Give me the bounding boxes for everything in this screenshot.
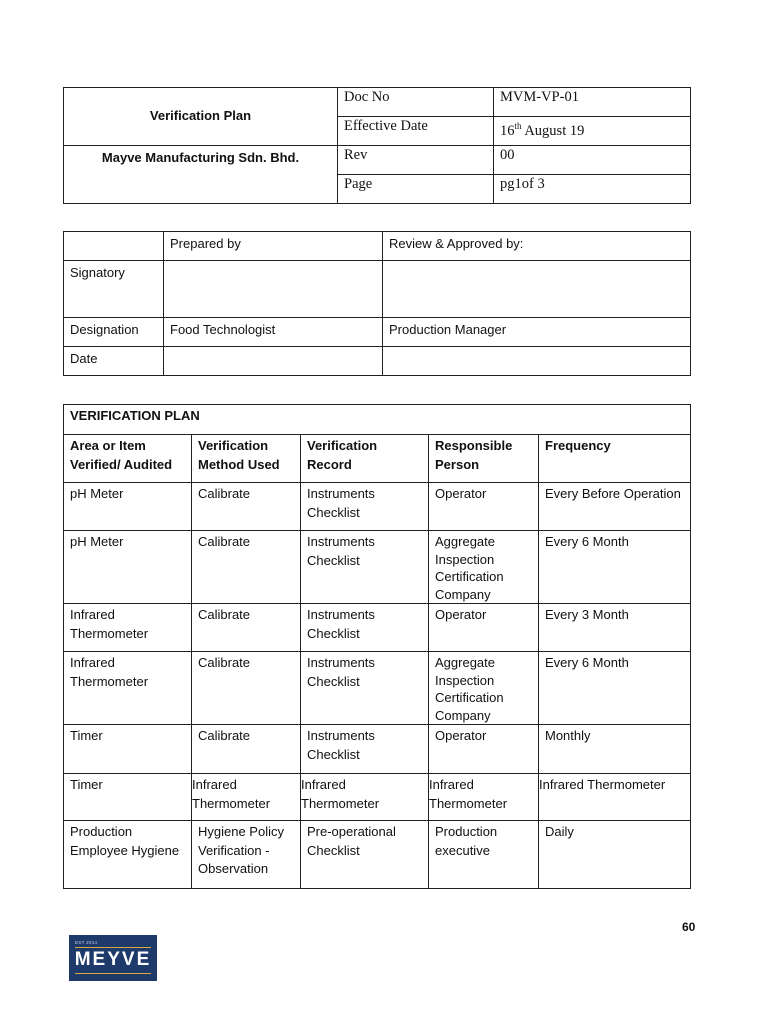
table-cell: Calibrate — [192, 604, 301, 652]
page-number: 60 — [682, 920, 696, 934]
prepared-date-cell[interactable] — [164, 347, 383, 376]
logo-wordmark: MEYVE — [74, 949, 152, 970]
table-cell: Calibrate — [192, 531, 301, 604]
prepared-signature-cell[interactable] — [164, 261, 383, 318]
logo-top-rule — [75, 947, 151, 948]
table-cell: Monthly — [539, 725, 691, 774]
table-cell: Calibrate — [192, 652, 301, 725]
column-header: Responsible Person — [429, 435, 539, 483]
table-cell: Instruments Checklist — [301, 483, 429, 531]
verification-plan-table — [63, 404, 691, 889]
effective-date-day: 16 — [500, 122, 515, 139]
doc-no-label: Doc No — [338, 88, 494, 117]
table-cell: pH Meter — [64, 483, 192, 531]
table-cell: Timer — [64, 725, 192, 774]
table-cell: Production executive — [429, 821, 539, 889]
column-header: Frequency — [539, 435, 691, 483]
document-title: Verification Plan — [64, 88, 338, 146]
table-cell: Infrared Thermometer — [301, 774, 429, 821]
effective-date-value — [494, 117, 691, 146]
table-cell: pH Meter — [64, 531, 192, 604]
table-row — [64, 725, 691, 774]
approved-designation: Production Manager — [383, 318, 691, 347]
logo-bottom-rule — [75, 973, 151, 974]
effective-date-month-year: August 19 — [521, 122, 585, 139]
table-cell: Pre-operational Checklist — [301, 821, 429, 889]
effective-date-label: Effective Date — [338, 117, 494, 146]
prepared-by-header: Prepared by — [164, 232, 383, 261]
table-cell: Calibrate — [192, 483, 301, 531]
table-cell: Aggregate Inspection Certification Company — [429, 652, 539, 725]
date-label: Date — [64, 347, 164, 376]
table-cell: Every 6 Month — [539, 652, 691, 725]
table-cell: Infrared Thermometer — [192, 774, 301, 821]
table-cell: Instruments Checklist — [301, 725, 429, 774]
prepared-designation: Food Technologist — [164, 318, 383, 347]
table-cell: Timer — [64, 774, 192, 821]
table-cell: Instruments Checklist — [301, 531, 429, 604]
table-cell: Infrared Thermometer — [539, 774, 691, 821]
table-cell: Calibrate — [192, 725, 301, 774]
designation-label: Designation — [64, 318, 164, 347]
verification-plan-title: VERIFICATION PLAN — [64, 405, 691, 435]
table-cell: Infrared Thermometer — [429, 774, 539, 821]
page-label: Page — [338, 175, 494, 204]
table-cell: Every 3 Month — [539, 604, 691, 652]
signatory-table — [63, 231, 691, 376]
approved-signature-cell[interactable] — [383, 261, 691, 318]
meyve-logo — [69, 935, 157, 981]
table-cell: Instruments Checklist — [301, 652, 429, 725]
table-cell: Instruments Checklist — [301, 604, 429, 652]
table-row — [64, 821, 691, 889]
column-header: Verification Record — [301, 435, 429, 483]
table-cell: Operator — [429, 725, 539, 774]
page-value: pg1of 3 — [494, 175, 691, 204]
company-name: Mayve Manufacturing Sdn. Bhd. — [64, 146, 338, 204]
table-cell: Operator — [429, 604, 539, 652]
table-cell: Aggregate Inspection Certification Company — [429, 531, 539, 604]
rev-value: 00 — [494, 146, 691, 175]
table-row — [64, 774, 691, 821]
column-header: Area or Item Verified/ Audited — [64, 435, 192, 483]
table-row — [64, 604, 691, 652]
table-row — [64, 483, 691, 531]
table-row — [64, 531, 691, 604]
table-cell: Infrared Thermometer — [64, 604, 192, 652]
doc-no-value: MVM-VP-01 — [494, 88, 691, 117]
document-header-table — [63, 87, 691, 204]
table-row — [64, 652, 691, 725]
table-cell: Operator — [429, 483, 539, 531]
signatory-label: Signatory — [64, 261, 164, 318]
table-cell: Hygiene Policy Verification - Observation — [192, 821, 301, 889]
effective-date-suffix: th — [514, 121, 522, 131]
logo-est-text: EST 2014 — [75, 940, 98, 945]
approved-by-header: Review & Approved by: — [383, 232, 691, 261]
approved-date-cell[interactable] — [383, 347, 691, 376]
table-cell: Every Before Operation — [539, 483, 691, 531]
table-cell: Production Employee Hygiene — [64, 821, 192, 889]
rev-label: Rev — [338, 146, 494, 175]
column-header: Verification Method Used — [192, 435, 301, 483]
signatory-corner-cell — [64, 232, 164, 261]
table-cell: Daily — [539, 821, 691, 889]
table-cell: Every 6 Month — [539, 531, 691, 604]
table-cell: Infrared Thermometer — [64, 652, 192, 725]
